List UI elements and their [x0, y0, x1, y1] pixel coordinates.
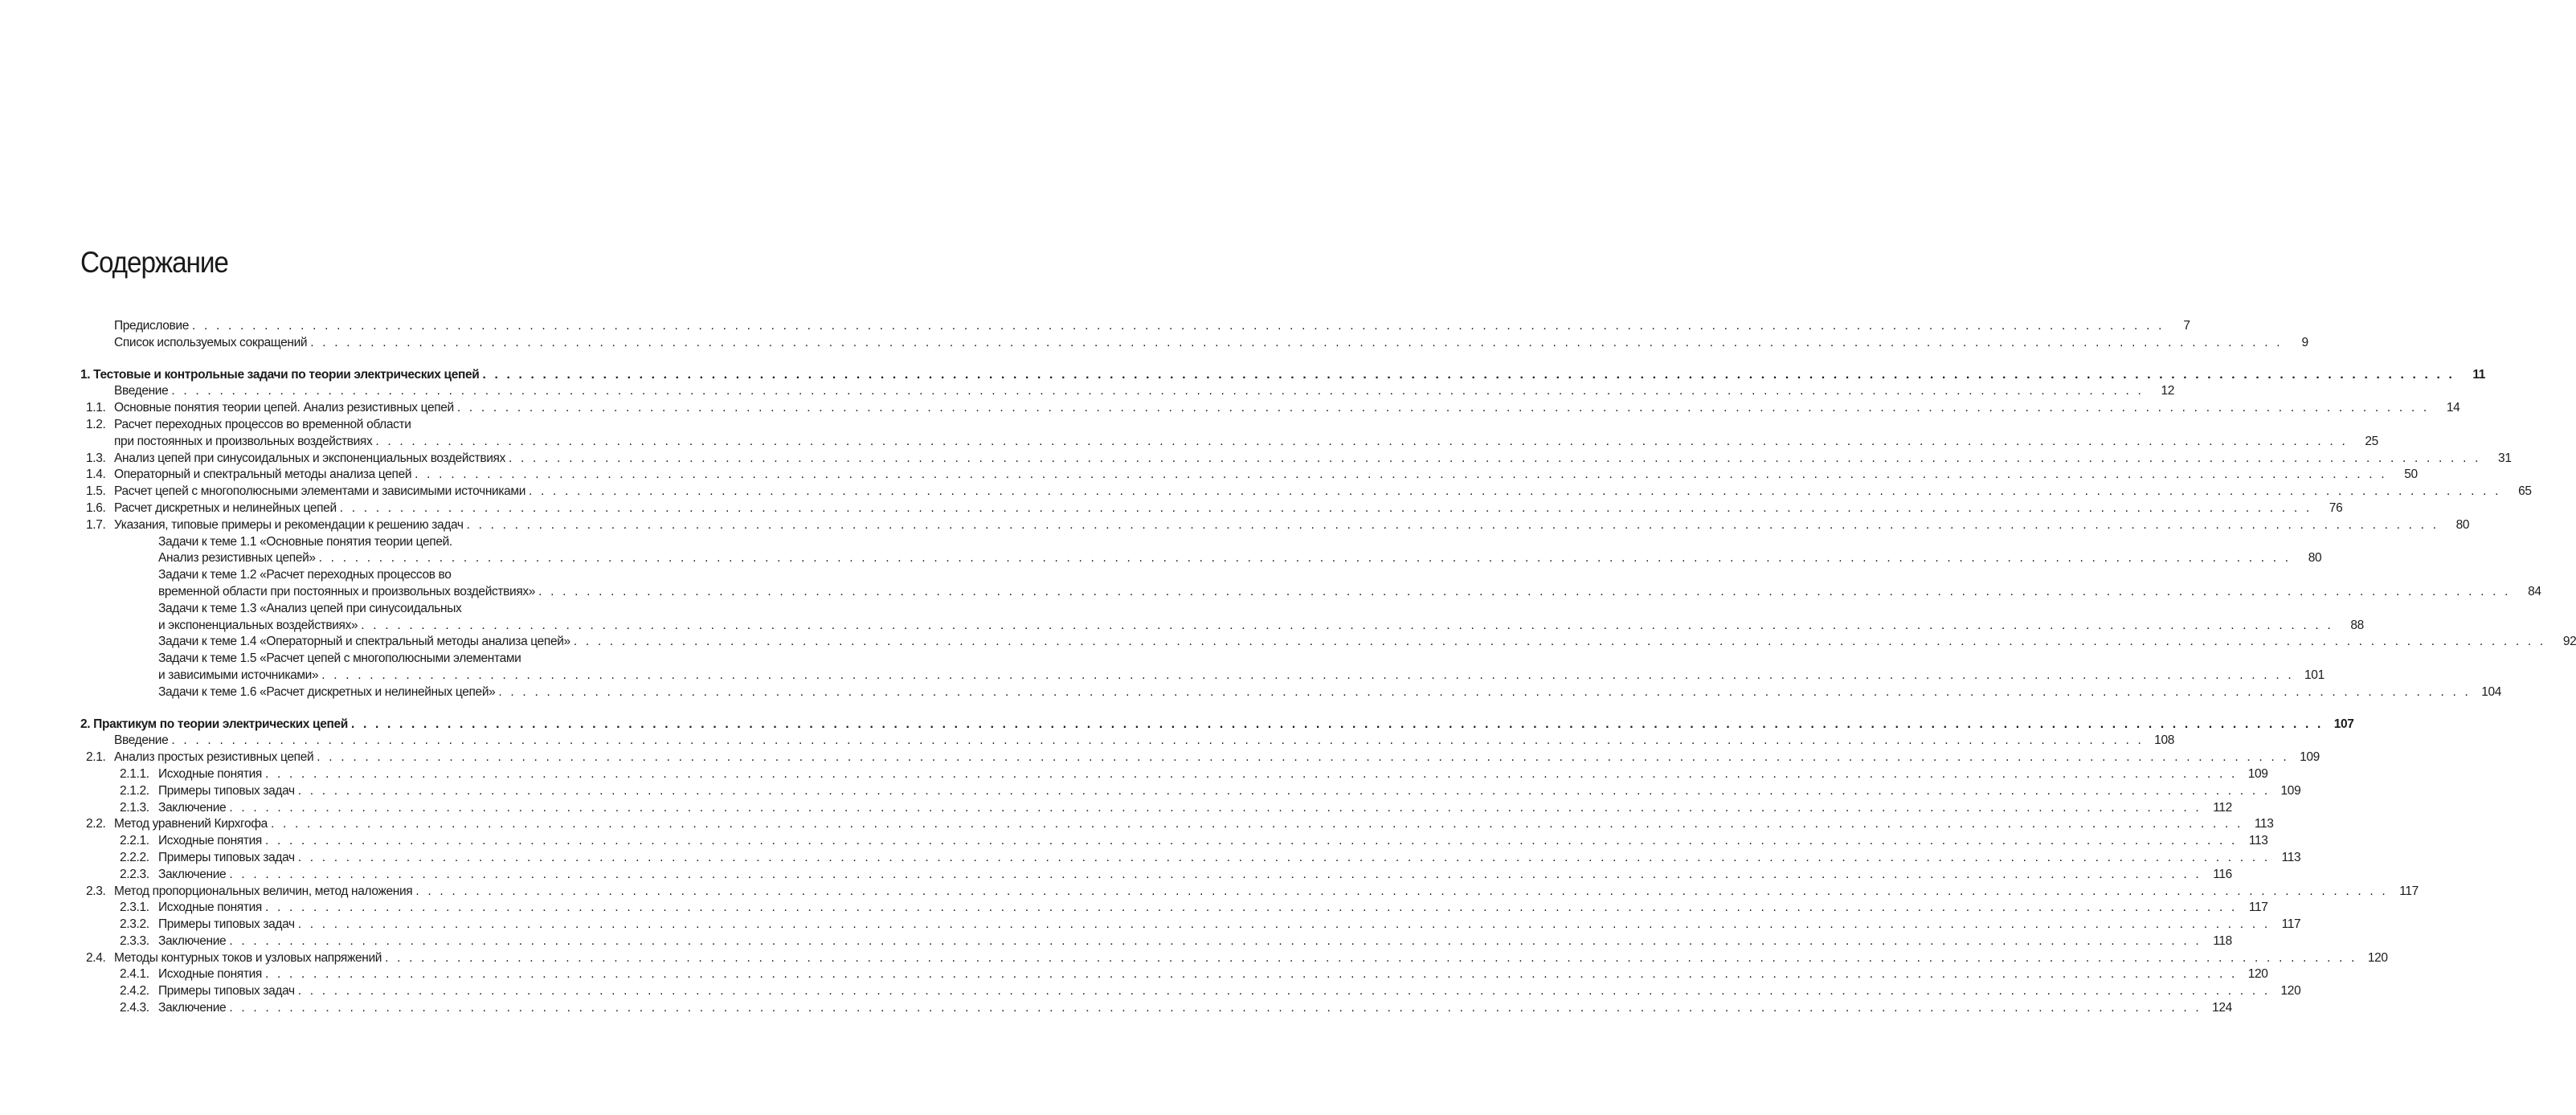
- toc-page-number: 109: [2247, 766, 2268, 781]
- toc-entry-number: 2.3.1.: [120, 901, 149, 915]
- toc-entry-number: 2.3.3.: [120, 933, 149, 948]
- toc-entry-title: Задачи к теме 1.6 «Расчет дискретных и нелинейных цепей»: [158, 684, 496, 699]
- table-of-contents: [0, 318, 2576, 1032]
- toc-entry[interactable]: [0, 983, 2301, 1000]
- toc-entry-number: 2.4.1.: [120, 967, 149, 982]
- toc-entry-title: Введение: [114, 384, 169, 398]
- dot-leader: [298, 917, 2271, 933]
- toc-page-number: 109: [2280, 783, 2301, 798]
- toc-page-number: 80: [2455, 517, 2470, 532]
- dot-leader: [229, 867, 2202, 884]
- toc-page-number: 117: [2248, 901, 2268, 915]
- toc-page-number: 117: [2281, 917, 2301, 932]
- toc-page-number: 113: [2281, 850, 2301, 864]
- dot-leader: [229, 1000, 2202, 1017]
- toc-entry-number: 2.1.1.: [120, 766, 149, 781]
- dot-leader: [361, 618, 2333, 635]
- toc-entry[interactable]: [0, 933, 2232, 950]
- dot-leader: [351, 717, 2324, 733]
- dot-leader: [265, 900, 2238, 917]
- toc-entry[interactable]: [0, 467, 2418, 484]
- toc-entry[interactable]: [0, 816, 2274, 833]
- toc-entry-number: 1.6.: [86, 500, 106, 515]
- dot-leader: [482, 367, 2455, 384]
- toc-page-number: 120: [2367, 950, 2388, 965]
- toc-entry[interactable]: [0, 717, 2354, 733]
- toc-entry-title: временной области при постоянных и произвольных воздействиях»: [158, 584, 536, 598]
- toc-section: [0, 717, 2419, 1017]
- toc-entry-title: Расчет дискретных и нелинейных цепей: [114, 500, 337, 515]
- dot-leader: [265, 966, 2238, 983]
- toc-page-number: 104: [2481, 684, 2501, 699]
- toc-page-number: 31: [2498, 451, 2512, 465]
- toc-page-number: 107: [2333, 717, 2354, 731]
- toc-page-number: 88: [2350, 618, 2364, 632]
- toc-entry[interactable]: [0, 833, 2268, 850]
- toc-page-number: 76: [2329, 500, 2343, 515]
- toc-entry[interactable]: [0, 400, 2460, 417]
- toc-entry-number: 2.4.: [86, 950, 106, 965]
- toc-entry-title: Методы контурных токов и узловых напряжений: [114, 950, 382, 965]
- toc-entry-title: Анализ цепей при синусоидальных и экспоненциальных воздействиях: [114, 451, 505, 465]
- toc-entry-title: Задачи к теме 1.1 «Основные понятия теории цепей.: [158, 534, 452, 549]
- toc-entry[interactable]: [0, 867, 2232, 884]
- dot-leader: [574, 634, 2546, 651]
- dot-leader: [229, 800, 2202, 817]
- toc-entry-title: Метод уравнений Кирхгофа: [114, 817, 268, 831]
- toc-page-number: 120: [2247, 967, 2268, 982]
- toc-entry-title: Основные понятия теории цепей. Анализ резистивных цепей: [114, 401, 454, 415]
- toc-entry[interactable]: [0, 500, 2343, 517]
- toc-page-number: 9: [2301, 335, 2308, 349]
- dot-leader: [529, 484, 2501, 500]
- toc-page-number: 80: [2308, 551, 2322, 566]
- page-title: Содержание: [80, 246, 228, 279]
- toc-entry-title: при постоянных и произвольных воздействиях: [114, 434, 373, 448]
- toc-entry-number: 1.3.: [86, 451, 106, 465]
- toc-entry[interactable]: [0, 1000, 2232, 1017]
- dot-leader: [317, 749, 2289, 766]
- toc-section: [0, 367, 2576, 701]
- dot-leader: [415, 467, 2387, 484]
- dot-leader: [457, 400, 2430, 417]
- toc-entry-title: Задачи к теме 1.2 «Расчет переходных процессов во: [158, 568, 452, 582]
- toc-entry-number: 2.4.3.: [120, 1001, 149, 1015]
- toc-entry-title: Заключение: [158, 867, 227, 881]
- toc-entry-title: Метод пропорциональных величин, метод наложения: [114, 884, 413, 898]
- dot-leader: [229, 933, 2202, 950]
- toc-entry-number: 1.5.: [86, 484, 106, 499]
- dot-leader: [298, 850, 2271, 867]
- dot-leader: [467, 517, 2439, 534]
- toc-entry-title: Задачи к теме 1.4 «Операторный и спектральный методы анализа цепей»: [158, 635, 570, 649]
- toc-entry-number: 2.4.2.: [120, 984, 149, 999]
- toc-entry-title: Анализ резистивных цепей»: [158, 551, 316, 566]
- toc-entry-number: 2.1.3.: [120, 800, 149, 815]
- toc-entry-number: 1.4.: [86, 468, 106, 482]
- toc-entry[interactable]: [0, 950, 2388, 967]
- dot-leader: [385, 950, 2357, 967]
- toc-entry-title: 2. Практикум по теории электрических цепей: [80, 717, 348, 731]
- toc-page-number: 11: [2472, 367, 2486, 382]
- toc-page-number: 112: [2213, 800, 2232, 815]
- dot-leader: [321, 668, 2294, 684]
- toc-entry[interactable]: [0, 850, 2301, 867]
- toc-entry-title: Исходные понятия: [158, 967, 262, 982]
- dot-leader: [298, 783, 2271, 800]
- toc-entry-title: Расчет переходных процессов во временной области: [114, 417, 411, 431]
- toc-entry-number: 2.1.2.: [120, 783, 149, 798]
- dot-leader: [340, 500, 2312, 517]
- dot-leader: [509, 451, 2481, 468]
- dot-leader: [319, 550, 2292, 567]
- toc-entry-title: Задачи к теме 1.5 «Расчет цепей с многополюсными элементами: [158, 651, 521, 666]
- toc-page-number: 117: [2399, 884, 2419, 898]
- toc-entry[interactable]: [0, 484, 2532, 500]
- toc-entry-title: Примеры типовых задач: [158, 850, 295, 864]
- toc-entry-title: и зависимыми источниками»: [158, 668, 319, 682]
- toc-entry-title: Расчет цепей с многополюсными элементами и зависимыми источниками: [114, 484, 526, 499]
- toc-entry-title: Заключение: [158, 1001, 227, 1015]
- toc-page-number: 50: [2404, 468, 2418, 482]
- toc-entry-number: 2.2.2.: [120, 850, 149, 864]
- toc-entry-number: 1.1.: [86, 401, 106, 415]
- toc-page-number: 108: [2154, 733, 2174, 748]
- toc-entry-title: Исходные понятия: [158, 901, 262, 915]
- dot-leader: [171, 733, 2144, 749]
- toc-page-number: 12: [2161, 384, 2174, 398]
- toc-page-number: 113: [2254, 817, 2274, 831]
- toc-entry-title: Заключение: [158, 800, 227, 815]
- dot-leader: [192, 318, 2165, 335]
- dot-leader: [538, 584, 2511, 601]
- toc-page-number: 118: [2213, 933, 2232, 948]
- toc-entry-title: Анализ простых резистивных цепей: [114, 750, 314, 765]
- toc-entry-title: Введение: [114, 733, 169, 748]
- toc-entry[interactable]: [0, 318, 2190, 335]
- dot-leader: [171, 383, 2144, 400]
- toc-entry[interactable]: [0, 335, 2308, 352]
- toc-entry-number: 2.1.: [86, 750, 106, 765]
- toc-page-number: 84: [2528, 584, 2541, 598]
- toc-entry[interactable]: [0, 900, 2268, 917]
- toc-entry[interactable]: [0, 451, 2512, 468]
- toc-page-number: 25: [2365, 434, 2378, 448]
- toc-entry-number: 1.7.: [86, 517, 106, 532]
- toc-entry[interactable]: [0, 733, 2174, 749]
- dot-leader: [271, 816, 2243, 833]
- dot-leader: [415, 884, 2388, 901]
- toc-page-number: 113: [2248, 834, 2268, 848]
- dot-leader: [265, 766, 2238, 783]
- toc-entry[interactable]: [0, 567, 2541, 601]
- toc-entry-title: Исходные понятия: [158, 766, 262, 781]
- toc-entry-title: Исходные понятия: [158, 834, 262, 848]
- toc-page-number: 124: [2212, 1001, 2232, 1015]
- toc-page-number: 120: [2280, 984, 2301, 999]
- toc-entry-number: 1.2.: [86, 417, 106, 431]
- toc-page-number: 65: [2518, 484, 2532, 499]
- toc-entry[interactable]: [0, 601, 2364, 635]
- toc-entry[interactable]: [0, 534, 2322, 568]
- toc-entry[interactable]: [0, 517, 2470, 534]
- toc-section: [0, 318, 2308, 352]
- toc-page-number: 116: [2213, 867, 2232, 881]
- toc-entry[interactable]: [0, 800, 2232, 817]
- toc-page-number: 7: [2183, 319, 2190, 333]
- toc-entry[interactable]: [0, 749, 2320, 766]
- toc-entry[interactable]: [0, 766, 2268, 783]
- toc-entry[interactable]: [0, 651, 2325, 684]
- toc-entry-title: Примеры типовых задач: [158, 783, 295, 798]
- toc-entry-title: Заключение: [158, 933, 227, 948]
- toc-entry-title: Примеры типовых задач: [158, 917, 295, 932]
- toc-entry[interactable]: [0, 884, 2419, 901]
- toc-entry[interactable]: [0, 383, 2174, 400]
- dot-leader: [298, 983, 2271, 1000]
- toc-entry[interactable]: [0, 417, 2378, 451]
- toc-page-number: 101: [2304, 668, 2325, 682]
- toc-page-number: 92: [2562, 635, 2576, 649]
- dot-leader: [310, 335, 2283, 352]
- dot-leader: [375, 434, 2348, 451]
- toc-entry-number: 2.2.3.: [120, 867, 149, 881]
- toc-entry-number: 2.2.: [86, 817, 106, 831]
- toc-entry[interactable]: [0, 966, 2268, 983]
- toc-entry-title: Указания, типовые примеры и рекомендации к решению задач: [114, 517, 464, 532]
- toc-entry[interactable]: [0, 367, 2486, 384]
- dot-leader: [498, 684, 2471, 701]
- toc-entry[interactable]: [0, 917, 2301, 933]
- toc-page-number: 109: [2300, 750, 2320, 765]
- toc-entry-title: Предисловие: [114, 319, 189, 333]
- toc-entry-number: 2.3.: [86, 884, 106, 898]
- toc-entry-title: Примеры типовых задач: [158, 984, 295, 999]
- toc-entry[interactable]: [0, 634, 2576, 651]
- toc-entry-title: Операторный и спектральный методы анализа цепей: [114, 468, 412, 482]
- toc-entry-title: 1. Тестовые и контрольные задачи по теории электрических цепей: [80, 367, 480, 382]
- toc-entry-number: 2.3.2.: [120, 917, 149, 932]
- toc-page-number: 14: [2446, 401, 2460, 415]
- toc-entry-title: Задачи к теме 1.3 «Анализ цепей при синусоидальных: [158, 601, 462, 615]
- toc-entry[interactable]: [0, 684, 2501, 701]
- toc-entry[interactable]: [0, 783, 2301, 800]
- toc-entry-number: 2.2.1.: [120, 834, 149, 848]
- toc-entry-title: и экспоненциальных воздействиях»: [158, 618, 358, 632]
- dot-leader: [265, 833, 2238, 850]
- toc-entry-title: Список используемых сокращений: [114, 335, 308, 349]
